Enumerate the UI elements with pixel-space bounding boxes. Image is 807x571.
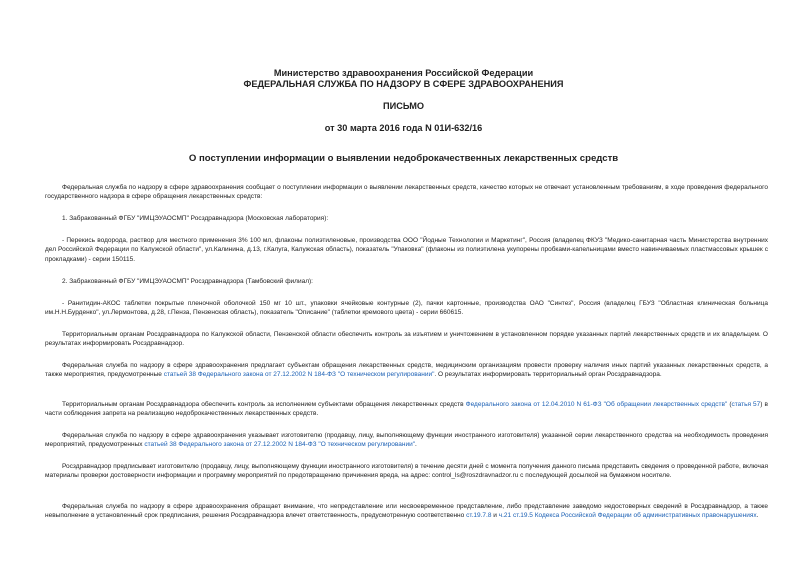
paragraph-intro: Федеральная служба по надзору в сфере здравоохранения сообщает о поступлении информации о выявлении лекарственных средств, качество которых не отвечает установленным требованиям, в ходе проведения федерального государственного надзора в сфере обращения лекарственных средств: [45,184,768,201]
letter-subject: О поступлении информации о выявлении недоброкачественных лекарственных средств [188,153,619,164]
paragraph-liability: Федеральная служба по надзору в сфере здравоохранения обращает внимание, что непредставление или несвоевременное представление, либо представление заведомо недостоверных сведений в Росздравнадзор, а также невыполнение в установленный срок предписания, решения Росздравнадзора влечет ответственность, предусмотренную соответственно ст.19.7.8 и ч.21 ст.19.5 Кодекса Российской Федерации об административных правонарушениях. [45,503,768,520]
paragraph-item-2-detail: - Ранитидин-АКОС таблетки покрытые пленочной оболочкой 150 мг 10 шт., упаковки ячейковые контурные (2), пачки картонные, производства ОАО "Синтез", Россия (владелец ГБУЗ "Областная клиническая больница им.Н.Н.Бурденко", ул.Лермонтова, д.28, г.Пенза, Пензенская область), показатель "Описание" (таблетки кремового цвета) - серии 660615. [45,300,768,317]
paragraph-subjects-check: Федеральная служба по надзору в сфере здравоохранения предлагает субъектам обращения лекарственных средств, медицинским организациям провести проверку наличия иных партий указанных лекарственных средств, а также мероприятия, предусмотренные статьей 38 Федерального закона от 27.12.2002 N 184-ФЗ "О техническом регулировании". О результатах информировать территориальный орган Росздравнадзора. [45,362,768,379]
article-19-7-8-link[interactable]: ст.19.7.8 [466,512,492,520]
letter-date: от 30 марта 2016 года N 01И-632/16 [324,123,483,133]
paragraph-item-1: 1. Забракованный ФГБУ "ИМЦЭУАОСМП" Росздравнадзора (Московская лаборатория): [62,215,329,222]
letter-type: ПИСЬМО [382,101,425,111]
law-184fz-article-38-link-2[interactable]: статьей 38 Федерального закона от 27.12.2002 N 184-ФЗ "О техническом регулировании" [144,441,416,449]
paragraph-territorial-control: Территориальным органам Росздравнадзора по Калужской области, Пензенской области обеспечить контроль за изъятием и уничтожением в установленном порядке указанных партий лекарственных средств и их владельцем. О результатах информировать Росздравнадзор. [45,331,768,348]
paragraph-item-2: 2. Забракованный ФГБУ "ИМЦЭУАОСМП" Росздравнадзора (Тамбовский филиал): [62,278,313,285]
paragraph-prescription: Росздравнадзор предписывает изготовителю (продавцу, лицу, выполняющему функции иностранного изготовителя) в течение десяти дней с момента получения данного письма представить сведения о проведенной работе, включая материалы проверки достоверности информации и программу мероприятий по предотвращению причинения вреда, на адрес: control_ls@roszdravnadzor.ru с последующей досылкой на бумажном носителе. [45,463,768,480]
administrative-code-link[interactable]: Кодекса Российской Федерации об административных правонарушениях [534,512,757,520]
article-57-link[interactable]: статья 57 [731,401,761,408]
law-184fz-article-38-link[interactable]: статьей 38 Федерального закона от 27.12.2002 N 184-ФЗ "О техническом регулировании" [163,371,435,379]
ministry-name: Министерство здравоохранения Российской Федерации [273,68,534,78]
law-61fz-link[interactable]: Федерального закона от 12.04.2010 N 61-ФЗ "Об обращении лекарственных средств" [465,401,728,408]
article-19-5-part-21-link[interactable]: ч.21 ст.19.5 [498,512,533,520]
service-name: ФЕДЕРАЛЬНАЯ СЛУЖБА ПО НАДЗОРУ В СФЕРЕ ЗДРАВООХРАНЕНИЯ [243,79,564,89]
paragraph-item-1-detail: - Перекись водорода, раствор для местного применения 3% 100 мл, флаконы полиэтиленовые, производства ООО "Йодные Технологии и Маркетинг", Россия (владелец ФКУЗ "Медико-санитарная часть Министерства внутренних дел Российской Федерации по Калужской области", ул.Калинина, д.13, г.Калуга, Калужская область), показатель "Упаковка" (флаконы из полиэтилена укупорены пробками-капельницами вместо навинчиваемых пластмассовых крышек с прокладками) - серии 150115. [45,237,768,263]
paragraph-manufacturer-notice: Федеральная служба по надзору в сфере здравоохранения указывает изготовителю (продавцу, лицу, выполняющему функции иностранного изготовителя) указанной серии лекарственного средства на необходимость проведения мероприятий, предусмотренных статьей 38 Федерального закона от 27.12.2002 N 184-ФЗ "О техническом регулировании". [45,432,768,449]
paragraph-territorial-enforcement: Территориальным органам Росздравнадзора обеспечить контроль за исполнением субъектами обращения лекарственных средств Федерального закона от 12.04.2010 N 61-ФЗ "Об обращении лекарственных средств" (статья 57) в части соблюдения запрета на реализацию недоброкачественных лекарственных средств. [45,401,768,418]
